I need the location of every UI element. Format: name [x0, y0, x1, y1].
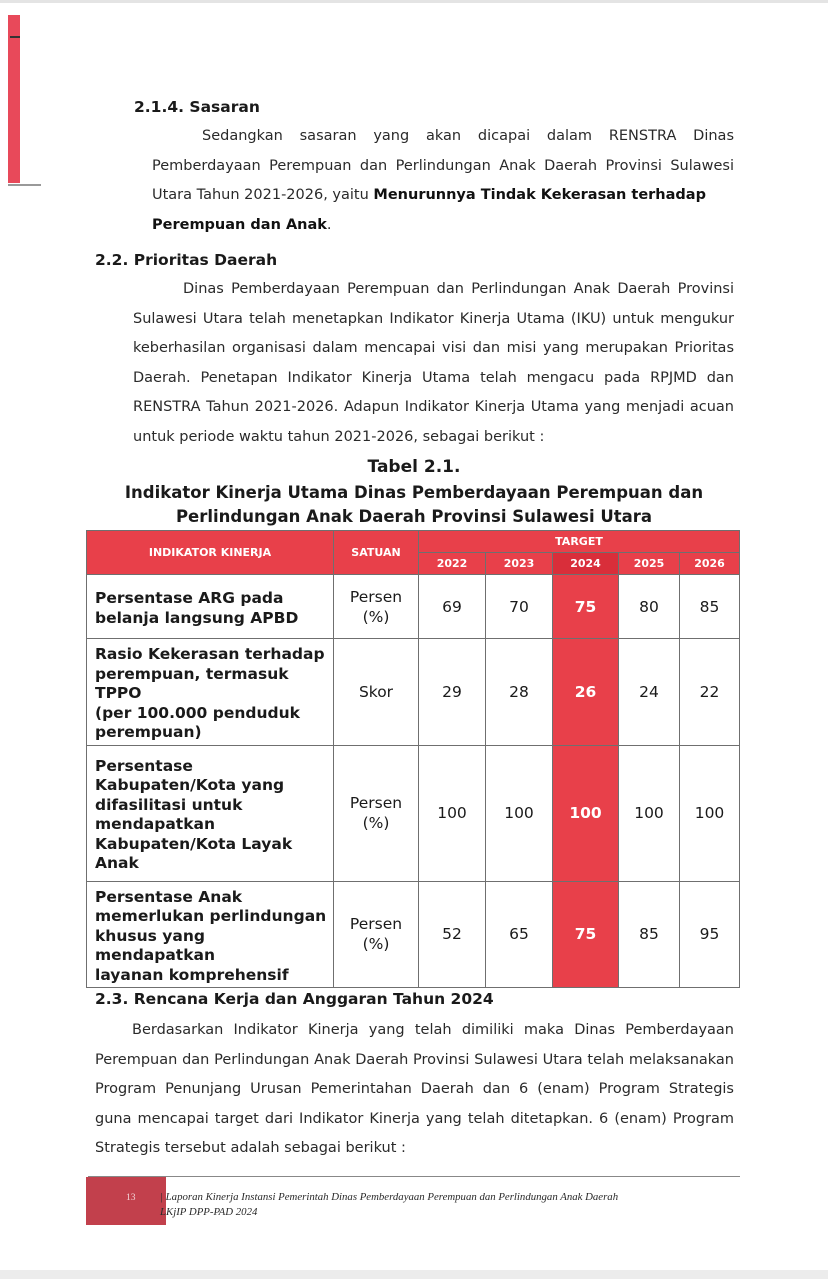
- value-cell-highlight: 75: [553, 881, 619, 988]
- indicator-line: Persentase: [95, 756, 193, 775]
- header-indicator: INDIKATOR KINERJA: [87, 531, 334, 575]
- unit-cell: [334, 745, 419, 881]
- indicator-line: perempuan): [95, 723, 202, 741]
- text-segment: Utara Tahun 2021-2026, yaitu: [152, 187, 369, 203]
- bold-target-text: Perempuan dan Anak: [152, 216, 327, 233]
- unit-cell: [334, 881, 419, 988]
- header-year: 2022: [419, 553, 486, 575]
- footer-report-title: [160, 1190, 730, 1220]
- header-unit: SATUAN: [334, 531, 419, 575]
- text-line: guna mencapai target dari Indikator Kinerja yang telah ditetapkan. 6 (enam) Program: [95, 1110, 734, 1127]
- value-cell: 29: [419, 639, 486, 746]
- value-cell: 85: [619, 881, 680, 988]
- table-row: [87, 745, 740, 881]
- indicator-line: khusus yang mendapatkan: [95, 926, 216, 964]
- indicator-line: perempuan, termasuk TPPO: [95, 664, 289, 702]
- unit-line: (%): [362, 607, 390, 626]
- table-row: [87, 881, 740, 988]
- text-line: Strategis tersebut adalah sebagai berikut :: [95, 1140, 406, 1156]
- text-line: Pemberdayaan Perempuan dan Perlindungan Anak Daerah Provinsi Sulawesi: [152, 157, 734, 174]
- unit-line: Persen: [349, 587, 403, 606]
- unit-line: Persen: [349, 915, 403, 934]
- text-line: Sulawesi Utara telah menetapkan Indikator Kinerja Utama (IKU) untuk mengukur: [133, 310, 734, 327]
- indicator-line: Persentase Anak: [95, 887, 243, 906]
- value-cell-highlight: 75: [553, 575, 619, 639]
- unit-cell: [334, 575, 419, 639]
- value-cell-highlight: 26: [553, 639, 619, 746]
- header-target: TARGET: [419, 531, 740, 553]
- value-cell: 70: [486, 575, 553, 639]
- unit-line: (%): [362, 814, 390, 832]
- footer-line1: | Laporan Kinerja Instansi Pemerintah Dinas Pemberdayaan Perempuan dan Perlindungan Anak Daerah: [160, 1191, 619, 1203]
- table-title-line2: Perlindungan Anak Daerah Provinsi Sulawesi Utara: [175, 507, 653, 526]
- bold-target-text: Menurunnya Tindak Kekerasan terhadap: [373, 187, 706, 203]
- header-year: 2023: [486, 553, 553, 575]
- paragraph-sasaran: [152, 122, 734, 240]
- value-cell: 52: [419, 881, 486, 988]
- footer-rule: [88, 1176, 740, 1177]
- text-line: untuk periode waktu tahun 2021-2026, sebagai berikut :: [133, 428, 545, 445]
- text-line: [152, 181, 734, 211]
- indicator-line: mendapatkan: [95, 815, 216, 833]
- indicator-line: layanan komprehensif: [95, 965, 289, 984]
- value-cell: 85: [680, 575, 740, 639]
- indicator-line: difasilitasi untuk: [95, 795, 243, 814]
- indicator-line: (per 100.000 penduduk: [95, 703, 300, 722]
- value-cell: 95: [680, 881, 740, 988]
- text-line: Dinas Pemberdayaan Perempuan dan Perlindungan Anak Daerah Provinsi: [183, 281, 734, 297]
- iku-table: [86, 530, 740, 988]
- indicator-cell: [87, 575, 334, 639]
- unit-cell: [334, 639, 419, 746]
- margin-marker-dash: [10, 36, 20, 38]
- table-row: [87, 639, 740, 746]
- text-line: RENSTRA Tahun 2021-2026. Adapun Indikator Kinerja Utama yang menjadi acuan: [133, 399, 734, 415]
- indicator-cell: [87, 639, 334, 746]
- indicator-cell: [87, 881, 334, 988]
- value-cell: 100: [419, 745, 486, 881]
- page-number: 13: [126, 1193, 136, 1203]
- heading-sasaran: 2.1.4. Sasaran: [134, 98, 260, 116]
- header-year: 2024: [553, 553, 619, 575]
- margin-marker-bar: [8, 15, 20, 183]
- unit-line: Persen: [349, 794, 403, 812]
- bottom-edge: [0, 1270, 828, 1279]
- indicator-line: Kabupaten/Kota Layak: [95, 834, 293, 853]
- indicator-cell: [87, 745, 334, 881]
- value-cell: 100: [619, 745, 680, 881]
- value-cell: 65: [486, 881, 553, 988]
- value-cell: 100: [486, 745, 553, 881]
- unit-line: Skor: [358, 682, 394, 701]
- indicator-line: belanja langsung APBD: [95, 608, 299, 627]
- table-label: Tabel 2.1.: [367, 457, 461, 477]
- value-cell: 80: [619, 575, 680, 639]
- heading-prioritas-daerah: 2.2. Prioritas Daerah: [95, 251, 278, 269]
- value-cell: 22: [680, 639, 740, 746]
- table-title-line1: Indikator Kinerja Utama Dinas Pemberdayaan Perempuan dan: [124, 483, 704, 502]
- paragraph-prioritas-daerah: [133, 275, 734, 452]
- value-cell-highlight: 100: [553, 745, 619, 881]
- paragraph-rencana-kerja: [95, 1016, 734, 1164]
- header-year: 2026: [680, 553, 740, 575]
- text-line: [152, 211, 734, 241]
- unit-line: (%): [362, 935, 390, 954]
- text-line: Berdasarkan Indikator Kinerja yang telah dimiliki maka Dinas Pemberdayaan: [132, 1022, 734, 1038]
- text-line: keberhasilan organisasi dalam mencapai visi dan misi yang merupakan Prioritas: [133, 340, 734, 356]
- text-line: Perempuan dan Perlindungan Anak Daerah Provinsi Sulawesi Utara telah melaksanakan: [95, 1051, 734, 1068]
- indicator-line: memerlukan perlindungan: [95, 907, 327, 925]
- text-line: Program Penunjang Urusan Pemerintahan Daerah dan 6 (enam) Program Strategis: [95, 1081, 734, 1097]
- table-row: [87, 575, 740, 639]
- indicator-line: Kabupaten/Kota yang: [95, 776, 285, 794]
- value-cell: 100: [680, 745, 740, 881]
- indicator-line: Anak: [95, 854, 139, 872]
- margin-marker-underline: [8, 184, 41, 186]
- footer-line2: LKjIP DPP-PAD 2024: [160, 1206, 258, 1218]
- heading-rencana-kerja: 2.3. Rencana Kerja dan Anggaran Tahun 2024: [95, 990, 494, 1008]
- text-line: Daerah. Penetapan Indikator Kinerja Utama telah mengacu pada RPJMD dan: [133, 369, 734, 386]
- header-year: 2025: [619, 553, 680, 575]
- top-edge: [0, 0, 828, 3]
- value-cell: 69: [419, 575, 486, 639]
- value-cell: 28: [486, 639, 553, 746]
- indicator-line: Persentase ARG pada: [95, 589, 284, 607]
- text-segment: .: [326, 216, 332, 233]
- indicator-line: Rasio Kekerasan terhadap: [95, 645, 325, 663]
- value-cell: 24: [619, 639, 680, 746]
- text-line: Sedangkan sasaran yang akan dicapai dalam RENSTRA Dinas: [202, 128, 734, 144]
